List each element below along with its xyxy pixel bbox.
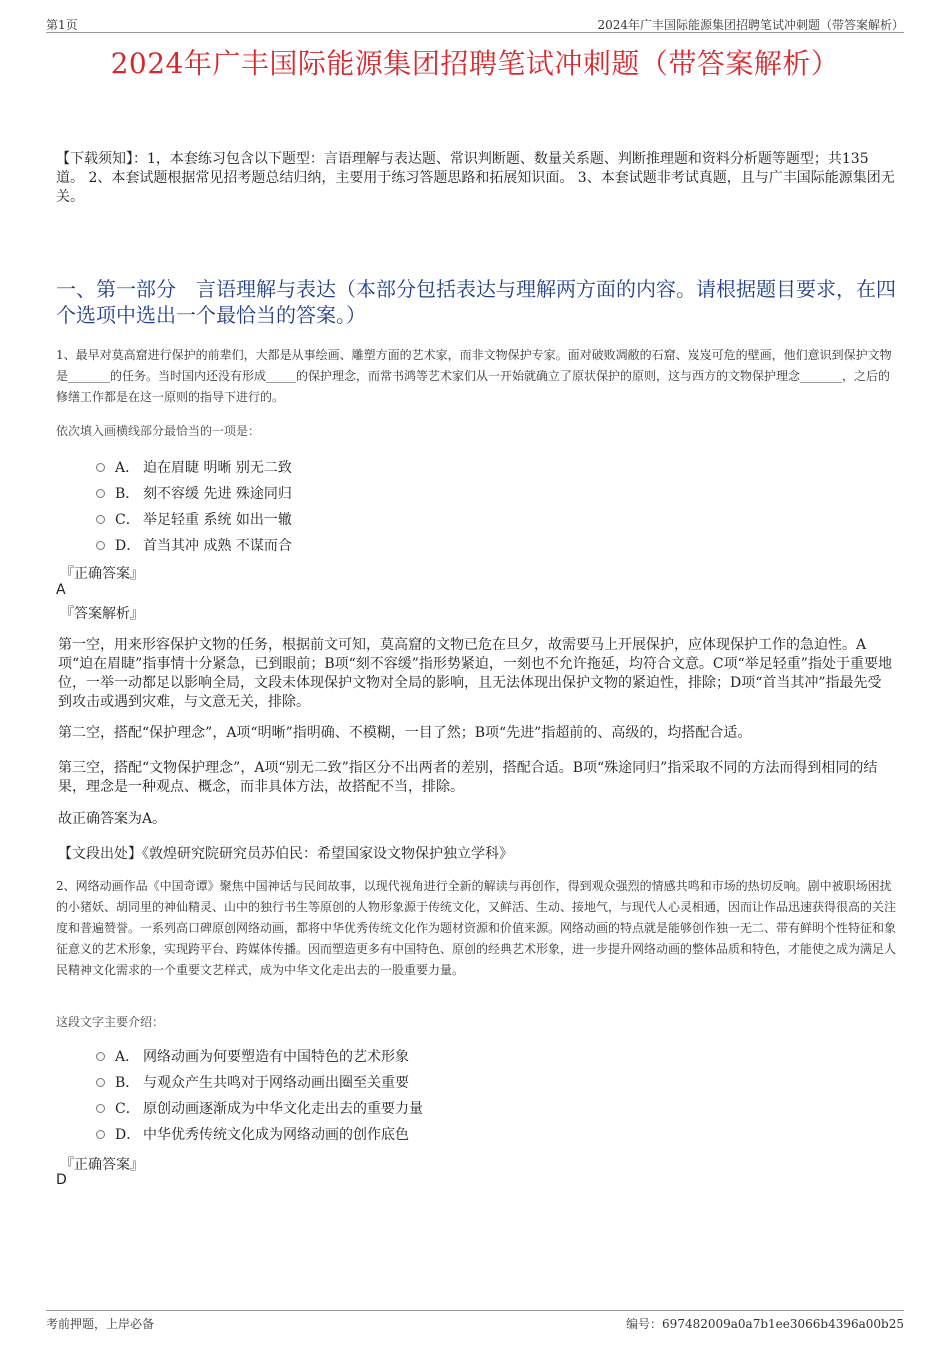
option-c[interactable]: C． 举足轻重 系统 如出一辙	[96, 506, 292, 532]
answer-value: D	[56, 1172, 67, 1188]
option-d[interactable]: D． 首当其冲 成熟 不谋而合	[96, 532, 292, 558]
radio-icon[interactable]	[96, 515, 105, 524]
footer-slogan: 考前押题，上岸必备	[46, 1317, 155, 1331]
analysis-paragraph: 第一空，用来形容保护文物的任务，根据前文可知，莫高窟的文物已危在旦夕，故需要马上开展保护，应体现保护工作的急迫性。A项“迫在眉睫”指事情十分紧急，已到眼前；B项“刻不容缓”指形势紧迫，一刻也不允许拖延，均符合文意。C项“举足轻重”指处于重要地位，一举一动都足以影响全局，文段未体现保护文物对全局的影响，且无法体现出保护文物的紧迫性，排除；D项“首当其冲”指最先受到攻击或遇到灾难，与文意无关，排除。	[58, 637, 892, 710]
analysis-conclusion: 故正确答案为A。	[58, 811, 167, 827]
option-b[interactable]: B． 与观众产生共鸣对于网络动画出圈至关重要	[96, 1069, 423, 1095]
question-2-text: 2、网络动画作品《中国奇谭》聚焦中国神话与民间故事，以现代视角进行全新的解读与再创作，得到观众强烈的情感共鸣和市场的热切反响。剧中被职场困扰的小猪妖、胡同里的神仙精灵、山中的独行书生等原创的人物形象源于传统文化，又鲜活、生动、接地气，与现代人心灵相通，因而让作品迅速获得很高的关注度和普遍赞誉。一系列高口碑原创网络动画，都将中华优秀传统文化作为题材资源和价值来源。网络动画的特点就是能够创作独一无二、带有鲜明个性特征和象征意义的艺术形象，实现跨平台、跨媒体传播。因而塑造更多有中国特色、原创的经典艺术形象，进一步提升网络动画的整体品质和特色，才能使之成为满足人民精神文化需求的一个重要文艺样式，成为中华文化走出去的一股重要力量。	[56, 879, 897, 977]
answer-label: 『正确答案』	[60, 566, 144, 582]
analysis-label: 『答案解析』	[60, 606, 144, 622]
option-c[interactable]: C． 原创动画逐渐成为中华文化走出去的重要力量	[96, 1095, 423, 1121]
page-header	[46, 14, 904, 33]
page-footer	[46, 1310, 904, 1331]
document-title: 2024年广丰国际能源集团招聘笔试冲刺题（带答案解析）	[110, 47, 840, 80]
radio-icon[interactable]	[96, 1078, 105, 1087]
analysis-paragraph: 第二空，搭配“保护理念”，A项“明晰”指明确、不模糊，一目了然；B项“先进”指超前的、高级的，均搭配合适。	[58, 725, 752, 741]
answer-value: A	[56, 582, 66, 598]
page-number: 第1页	[46, 18, 78, 32]
document-id: 编号：697482009a0a7b1ee3066b4396a00b25	[626, 1317, 904, 1331]
option-a[interactable]: A． 网络动画为何要塑造有中国特色的艺术形象	[96, 1043, 423, 1069]
question-2-prompt: 这段文字主要介绍：	[56, 1015, 165, 1029]
question-1-text: 1、最早对莫高窟进行保护的前辈们，大都是从事绘画、雕塑方面的艺术家，而非文物保护专家。面对破败凋敝的石窟、岌岌可危的壁画，他们意识到保护文物是_______的任务。当时国内还没有形成_____的保护理念，而常书鸿等艺术家们从一开始就确立了原状保护的原则，这与西方的文物保护理念_______，之后的修缮工作都是在这一原则的指导下进行的。	[56, 348, 892, 404]
radio-icon[interactable]	[96, 1104, 105, 1113]
passage-source: 【文段出处】《敦煌研究院研究员苏伯民：希望国家设文物保护独立学科》	[58, 846, 513, 862]
download-notice: 【下载须知】：1，本套练习包含以下题型：言语理解与表达题、常识判断题、数量关系题、判断推理题和资料分析题等题型；共135道。 2、本套试题根据常见招考题总结归纳，主要用于练习答题思路和拓展知识面。 3、本套试题非考试真题，且与广丰国际能源集团无关。	[56, 151, 895, 205]
option-d[interactable]: D． 中华优秀传统文化成为网络动画的创作底色	[96, 1121, 423, 1147]
radio-icon[interactable]	[96, 541, 105, 550]
analysis-paragraph: 第三空，搭配“文物保护理念”，A项“别无二致”指区分不出两者的差别，搭配合适。B项“殊途同归”指采取不同的方法而得到相同的结果，理念是一种观点、概念，而非具体方法，故搭配不当，排除。	[58, 760, 878, 795]
answer-label: 『正确答案』	[60, 1157, 144, 1173]
radio-icon[interactable]	[96, 1130, 105, 1139]
radio-icon[interactable]	[96, 489, 105, 498]
header-doc-title: 2024年广丰国际能源集团招聘笔试冲刺题（带答案解析）	[597, 18, 904, 32]
question-2-options	[96, 1043, 423, 1147]
section-heading: 一、第一部分 言语理解与表达（本部分包括表达与理解两方面的内容。请根据题目要求，在四个选项中选出一个最恰当的答案。）	[56, 277, 896, 327]
question-1-prompt: 依次填入画横线部分最恰当的一项是：	[56, 424, 261, 438]
option-a[interactable]: A． 迫在眉睫 明晰 别无二致	[96, 454, 292, 480]
radio-icon[interactable]	[96, 463, 105, 472]
radio-icon[interactable]	[96, 1052, 105, 1061]
question-1-options	[96, 454, 292, 558]
option-b[interactable]: B． 刻不容缓 先进 殊途同归	[96, 480, 292, 506]
